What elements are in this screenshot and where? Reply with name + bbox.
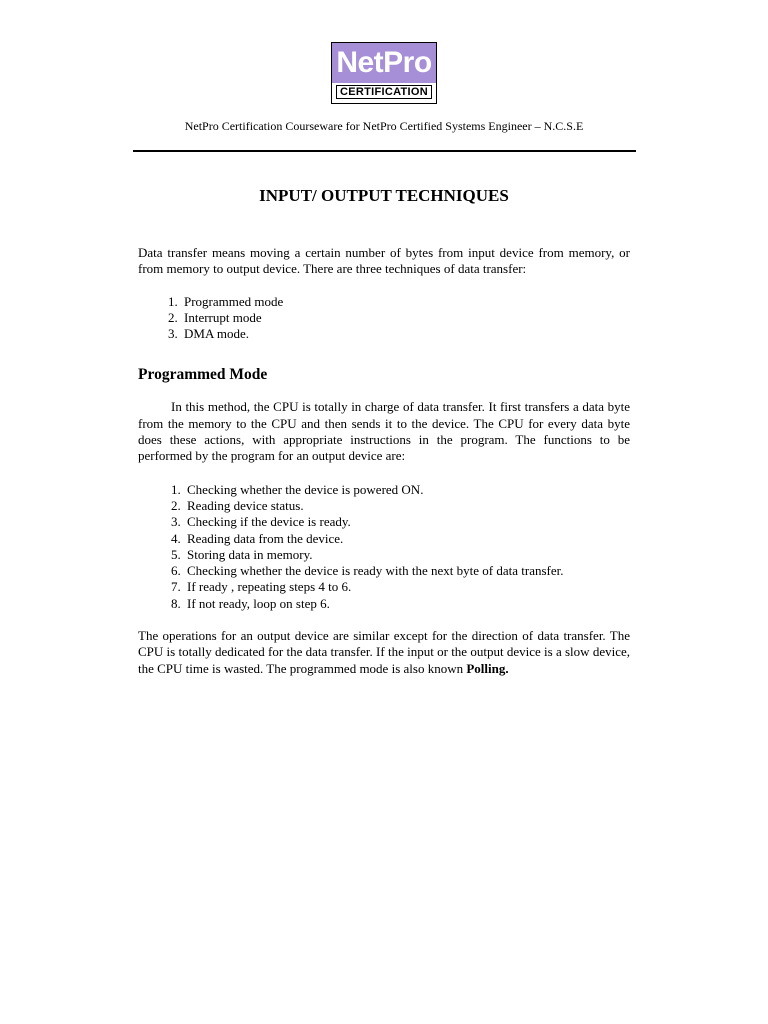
list-item: 6. Checking whether the device is ready with the next byte of data transfer.: [184, 563, 630, 579]
logo-subtitle-box: [332, 83, 436, 103]
section-heading: Programmed Mode: [138, 366, 268, 384]
closing-paragraph: [138, 628, 630, 677]
list-item: 4. Reading data from the device.: [184, 531, 630, 547]
list-item: 2. Interrupt mode: [181, 310, 630, 326]
document-body: [138, 245, 630, 677]
logo-subtitle: CERTIFICATION: [336, 85, 432, 99]
list-item: 7. If ready , repeating steps 4 to 6.: [184, 579, 630, 595]
list-item: 3. Checking if the device is ready.: [184, 514, 630, 530]
list-item: 2. Reading device status.: [184, 498, 630, 514]
intro-paragraph: Data transfer means moving a certain number of bytes from input device from memory, or from memory to output device. There are three techniques of data transfer:: [138, 245, 630, 277]
list-item: 1. Programmed mode: [181, 294, 630, 310]
polling-term: Polling.: [466, 660, 509, 676]
list-item: 8. If not ready, loop on step 6.: [184, 596, 630, 612]
list-item: 1. Checking whether the device is powered ON.: [184, 482, 630, 498]
list-item: 3. DMA mode.: [181, 326, 630, 342]
list-item: 5. Storing data in memory.: [184, 547, 630, 563]
closing-text: The operations for an output device are similar except for the direction of data transfer. The CPU is totally dedicated for the data transfer. If the input or the output device is a slow device, the CPU time is wasted. The programmed mode is also known: [138, 628, 630, 676]
header-divider: [133, 150, 636, 152]
logo-brand: NetPro: [332, 43, 436, 83]
netpro-logo: [331, 42, 437, 104]
courseware-header: NetPro Certification Courseware for NetPro Certified Systems Engineer – N.C.S.E: [184, 119, 584, 133]
page-title: INPUT/ OUTPUT TECHNIQUES: [259, 186, 509, 205]
programmed-paragraph: In this method, the CPU is totally in charge of data transfer. It first transfers a data byte from the memory to the CPU and then sends it to the device. The CPU for every data byte does these actions, with appropriate instructions in the program. The functions to be performed by the program for an output device are:: [138, 399, 630, 464]
techniques-list: [138, 294, 630, 343]
steps-list: [138, 482, 630, 612]
